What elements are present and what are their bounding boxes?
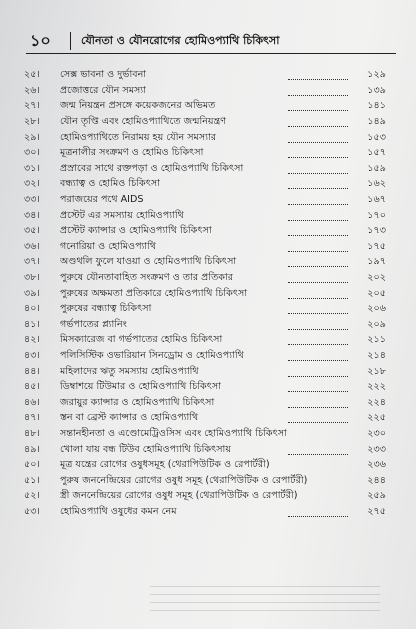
toc-entry-title: পুরুষের বন্ধ্যাত্ব চিকিৎসা — [60, 303, 152, 315]
toc-leader-dots — [288, 149, 348, 158]
toc-entry-title: পুরুষে যৌনতাবাহিত সংক্রমণ ও তার প্রতিকার — [60, 272, 234, 284]
toc-entry-number: ২৫। — [24, 69, 40, 81]
toc-leader-dots — [288, 165, 348, 174]
toc-entry — [24, 473, 386, 489]
toc-entry — [24, 333, 386, 349]
toc-entry-title: স্তন বা ব্রেস্ট ক্যান্সার ও হোমিওপ্যাথি — [60, 412, 199, 424]
toc-entry — [24, 68, 386, 84]
toc-leader-dots — [288, 290, 348, 299]
toc-entry-title: হোমিওপ্যাথি ওষুধের কমন নেম — [60, 505, 177, 517]
toc-entry-title: বন্ধ্যাত্ব ও হোমিও চিকিৎসা — [60, 178, 161, 190]
toc-entry-page: ১৫৯ — [367, 162, 386, 174]
toc-leader-dots — [288, 352, 348, 361]
toc-entry-title: হোমিওপ্যাথিতে নিরাময় হয় যৌন সমস্যার — [60, 131, 217, 143]
toc-entry-number: ২৬। — [24, 84, 40, 96]
toc-entry — [24, 411, 386, 427]
toc-leader-dots — [288, 196, 348, 205]
toc-entry-page: ২৩৬ — [367, 459, 386, 471]
toc-entry-number: ৪৩। — [24, 349, 40, 361]
toc-entry — [24, 364, 386, 380]
toc-entry — [24, 208, 386, 224]
toc-leader-dots — [288, 227, 348, 236]
toc-entry-page: ২৪৪ — [367, 474, 386, 486]
toc-entry-number: ৩৬। — [24, 240, 40, 252]
page-number: ১০ — [30, 30, 51, 50]
toc-entry-page: ২১৮ — [367, 365, 386, 377]
toc-entry — [24, 349, 386, 365]
toc-entry — [24, 505, 386, 521]
toc-entry — [24, 193, 386, 209]
toc-entry-number: ৪২। — [24, 334, 40, 346]
toc-entry — [24, 115, 386, 131]
toc-entry-page: ১২৯ — [367, 69, 386, 81]
toc-entry — [24, 318, 386, 334]
toc-entry-page: ২০৫ — [367, 287, 386, 299]
page-header — [30, 30, 392, 52]
toc-entry-title: গর্ভপাতের প্ল্যানিং — [60, 318, 127, 330]
toc-leader-dots — [288, 87, 348, 96]
header-divider — [70, 32, 71, 50]
toc-entry-number: ৪৪। — [24, 365, 40, 377]
toc-entry-page: ২০৬ — [367, 303, 386, 315]
toc-entry — [24, 489, 386, 505]
toc-entry — [24, 380, 386, 396]
toc-entry-number: ২৮। — [24, 116, 40, 128]
toc-entry-number: ৫১। — [24, 474, 40, 486]
toc-entry-title: প্রজোত্তরে যৌন সমস্যা — [60, 84, 146, 96]
toc-entry-title: পুরুষের অক্ষমতা প্রতিকারে হোমিওপ্যাথি চিকিৎসা — [60, 287, 248, 299]
toc-entry-page: ২৩০ — [367, 427, 386, 439]
toc-entry-title: মূত্রনালীর সংক্রমণ ও হোমিও চিকিৎসা — [60, 147, 204, 159]
header-rule — [26, 53, 396, 54]
toc-leader-dots — [288, 71, 348, 80]
toc-entry-page: ২২৪ — [367, 396, 386, 408]
toc-entry-number: ৫০। — [24, 459, 40, 471]
toc-entry-title: পলিসিস্টিক ওভারিয়ান সিনড্রোম ও হোমিওপ্যাথি — [60, 349, 244, 361]
toc-entry-number: ৩১। — [24, 162, 40, 174]
toc-entry-number: ৩৮। — [24, 272, 40, 284]
toc-entry-title: যৌন তৃপ্তি এবং হোমিওপ্যাথিতে জন্মনিয়ন্ত্রণ — [60, 116, 227, 128]
toc-entry-number: ৪০। — [24, 303, 40, 315]
toc-entry-number: ৫৩। — [24, 505, 40, 517]
toc-entry-page: ১৭৫ — [367, 240, 386, 252]
toc-entry-title: পরাজয়ের পথে AIDS — [60, 194, 144, 206]
toc-entry-title: গনোরিয়া ও হোমিওপ্যাথি — [60, 240, 157, 252]
toc-entry-title: প্রস্টেট এর সমস্যায় হোমিওপ্যাথি — [60, 209, 184, 221]
toc-entry-title: পুরুষ জননেন্দ্রিয়ের রোগের ওষুধ সমূহ (থেরাপিউটিক ও রেপার্টরী) — [60, 474, 308, 486]
toc-entry-page: ১৩৯ — [367, 84, 386, 96]
toc-entry-title: স্ত্রী জননেন্দ্রিয়ের রোগের ওষুধ সমূহ (থেরাপিউটিক ও রেপার্টরী) — [60, 490, 298, 502]
toc-entry-number: ৪১। — [24, 318, 40, 330]
toc-leader-dots — [288, 274, 348, 283]
toc-leader-dots — [288, 243, 348, 252]
toc-entry-title: প্রস্রাবের সাথে রক্তপড়া ও হোমিওপ্যাথি চিকিৎসা — [60, 162, 244, 174]
toc-entry-number: ৪৬। — [24, 396, 40, 408]
toc-entry-page: ২৭৫ — [367, 505, 386, 517]
toc-entry — [24, 271, 386, 287]
toc-leader-dots — [288, 134, 348, 143]
toc-leader-dots — [288, 258, 348, 267]
toc-entry-number: ৪৭। — [24, 412, 40, 424]
toc-entry — [24, 302, 386, 318]
toc-entry-page: ১৪৯ — [367, 116, 386, 128]
toc-entry — [24, 146, 386, 162]
toc-entry-page: ১৫৭ — [367, 147, 386, 159]
toc-leader-dots — [288, 368, 348, 377]
toc-leader-dots — [288, 321, 348, 330]
toc-entry-page: ১৭৩ — [367, 225, 386, 237]
table-of-contents — [24, 68, 386, 520]
toc-entry-page: ১৬৭ — [367, 194, 386, 206]
toc-entry-title: মূত্র যন্ত্রের রোগের ওষুধসমূহ (থেরাপিউটিক ও রেপার্টরী) — [60, 459, 270, 471]
toc-entry-page: ২৩৩ — [367, 443, 386, 455]
toc-entry-title: ডিম্বাশয়ে টিউমার ও হোমিওপ্যাথি চিকিৎসা — [60, 381, 222, 393]
toc-entry-title: অণ্ডথলি ফুলে যাওয়া ও হোমিওপ্যাথি চিকিৎসা — [60, 256, 237, 268]
toc-entry — [24, 162, 386, 178]
toc-entry-title: জন্ম নিয়ন্ত্রন প্রসঙ্গে কয়েকজনের অভিমত — [60, 100, 216, 112]
toc-entry-title: মহিলাদের ঋতু সমস্যায় হোমিওপ্যাথি — [60, 365, 199, 377]
toc-entry-page: ২২৫ — [367, 412, 386, 424]
toc-entry — [24, 240, 386, 256]
toc-entry — [24, 286, 386, 302]
toc-entry — [24, 442, 386, 458]
toc-entry-number: ৩০। — [24, 147, 40, 159]
toc-entry — [24, 395, 386, 411]
toc-leader-dots — [288, 305, 348, 314]
toc-entry-page: ২১১ — [367, 334, 386, 346]
toc-entry-number: ৩৩। — [24, 194, 40, 206]
toc-entry-page: ২১৪ — [367, 349, 386, 361]
toc-entry-page: ১৭০ — [367, 209, 386, 221]
toc-leader-dots — [288, 446, 348, 455]
toc-entry-title: প্রস্টেট ক্যান্সার ও হোমিওপ্যাথি চিকিৎসা — [60, 225, 212, 237]
toc-leader-dots — [288, 399, 348, 408]
toc-leader-dots — [288, 383, 348, 392]
toc-entry-page: ১৬২ — [367, 178, 386, 190]
toc-entry-page: ১৯৭ — [367, 256, 386, 268]
toc-leader-dots — [288, 118, 348, 127]
toc-leader-dots — [288, 508, 348, 517]
toc-entry-title: সন্তানহীনতা ও এণ্ডোমেট্রিওসিস এবং হোমিওপ্যাথি চিকিৎসা — [60, 427, 287, 439]
toc-entry-number: ৪৯। — [24, 443, 40, 455]
toc-entry-number: ২৭। — [24, 100, 40, 112]
toc-entry-number: ৩২। — [24, 178, 40, 190]
toc-entry-page: ২০৯ — [367, 318, 386, 330]
toc-entry-page: ১৪১ — [367, 100, 386, 112]
toc-entry — [24, 224, 386, 240]
toc-leader-dots — [288, 414, 348, 423]
toc-leader-dots — [288, 336, 348, 345]
show-through-text — [150, 585, 380, 611]
toc-entry-number: ৩৫। — [24, 225, 40, 237]
toc-entry — [24, 130, 386, 146]
running-title: যৌনতা ও যৌনরোগের হোমিওপ্যাথি চিকিৎসা — [81, 33, 280, 47]
toc-leader-dots — [288, 212, 348, 221]
toc-entry — [24, 427, 386, 443]
toc-entry-title: জরায়ুর ক্যান্সার ও হোমিওপ্যাথি চিকিৎসা — [60, 396, 215, 408]
toc-entry-number: ৪৮। — [24, 427, 40, 439]
toc-entry — [24, 99, 386, 115]
toc-entry — [24, 255, 386, 271]
toc-entry-number: ৩৭। — [24, 256, 40, 268]
toc-leader-dots — [288, 180, 348, 189]
toc-entry-title: মিসক্যারেজ বা গর্ভপাতের হোমিও চিকিৎসা — [60, 334, 223, 346]
toc-entry-number: ৩৪। — [24, 209, 40, 221]
toc-entry-page: ২০২ — [367, 272, 386, 284]
toc-entry-title: সেক্স ভাবনা ও দুর্ভাবনা — [60, 69, 147, 81]
toc-entry — [24, 84, 386, 100]
toc-entry-number: ৩৯। — [24, 287, 40, 299]
toc-entry — [24, 458, 386, 474]
toc-leader-dots — [288, 102, 348, 111]
toc-entry-title: খোলা যায় বন্ধ টিউব হোমিওপ্যাথি চিকিৎসায় — [60, 443, 231, 455]
toc-entry-number: ৫২। — [24, 490, 40, 502]
toc-entry — [24, 177, 386, 193]
toc-entry-page: ২৫৯ — [367, 490, 386, 502]
toc-entry-page: ১৫৩ — [367, 131, 386, 143]
toc-entry-number: ৪৫। — [24, 381, 40, 393]
toc-entry-number: ২৯। — [24, 131, 40, 143]
toc-entry-page: ২২২ — [367, 381, 386, 393]
